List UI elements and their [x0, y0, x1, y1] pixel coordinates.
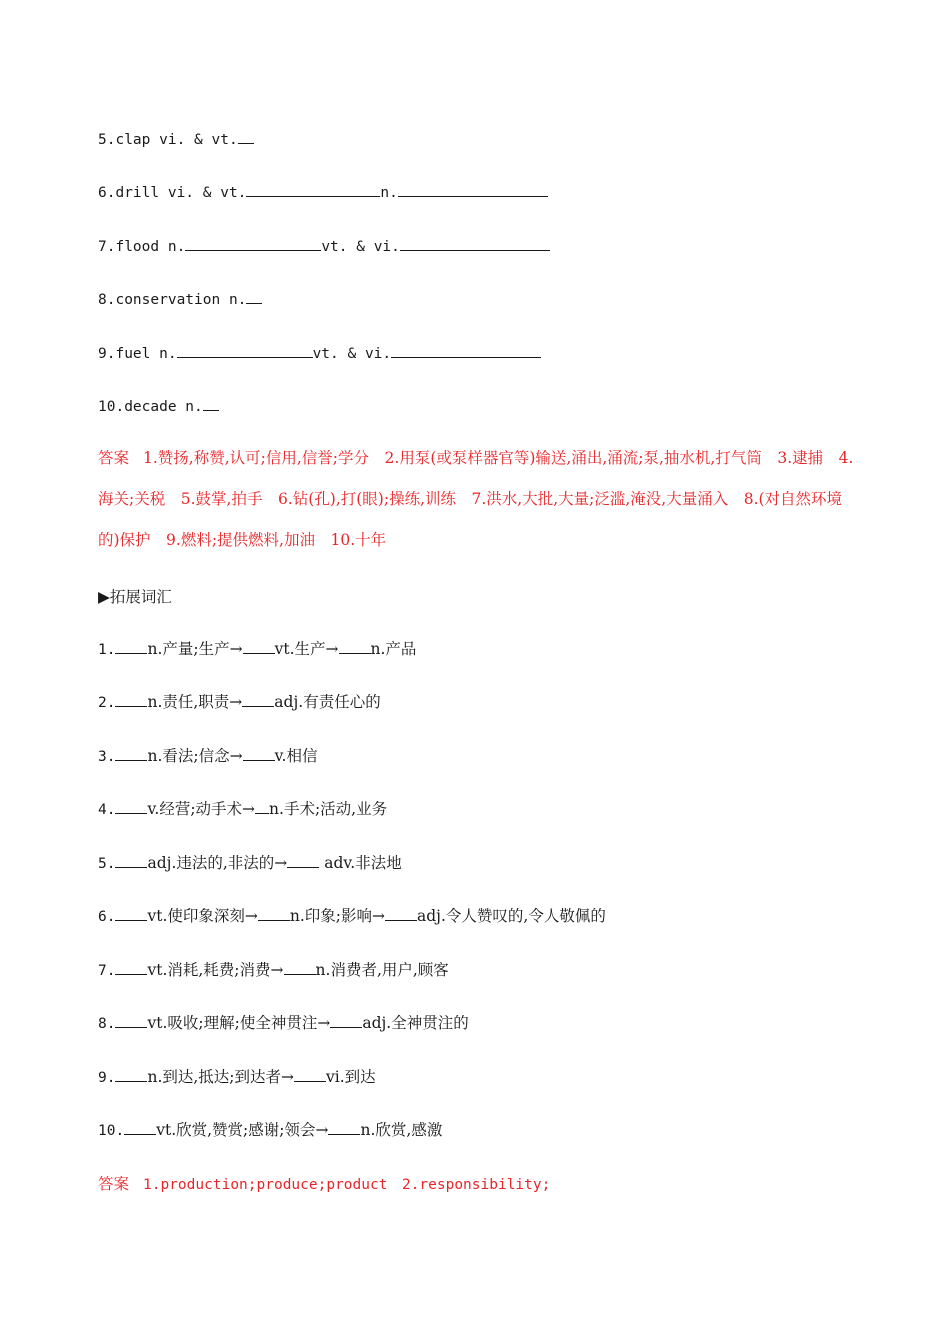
vocab-item-5: 5.clap vi. & vt.: [98, 129, 254, 150]
vocab-item-7: 7.flood n. vt. & vi.: [98, 236, 550, 257]
answer-blank[interactable]: [243, 639, 275, 654]
extended-item-2: 2. n.责任,职责→ adj.有责任心的: [98, 693, 381, 711]
answer-blank[interactable]: [115, 1067, 147, 1082]
extended-item-1: 1. n.产量;生产→ vt.生产→ n.产品: [98, 640, 417, 658]
answer-blank[interactable]: [400, 236, 550, 251]
answer-blank[interactable]: [242, 692, 274, 707]
extended-item-7: 7. vt.消耗,耗费;消费→ n.消费者,用户,顾客: [98, 961, 449, 979]
answer-blank[interactable]: [115, 906, 147, 921]
answer-blank[interactable]: [115, 746, 147, 761]
answer-block-2: [98, 1174, 550, 1195]
answer-text: 1.production;produce;product 2.responsibility;: [143, 1177, 551, 1193]
answer-blank[interactable]: [243, 746, 275, 761]
answer-blank[interactable]: [115, 853, 147, 868]
answer-blank[interactable]: [115, 692, 147, 707]
vocab-item-8: 8.conservation n.: [98, 289, 262, 310]
answer-blank[interactable]: [258, 906, 290, 921]
extended-item-8: 8. vt.吸收;理解;使全神贯注→ adj.全神贯注的: [98, 1014, 469, 1032]
answer-label: 答案: [98, 449, 130, 467]
answer-blank[interactable]: [287, 853, 319, 868]
answer-blank[interactable]: [385, 906, 417, 921]
answer-blank[interactable]: [391, 343, 541, 358]
answer-blank[interactable]: [185, 236, 321, 251]
answer-blank[interactable]: [115, 639, 147, 654]
answer-label: 答案: [98, 1175, 130, 1193]
answer-blank[interactable]: [115, 799, 147, 814]
answer-blank[interactable]: [255, 799, 269, 814]
answer-blank[interactable]: [398, 182, 548, 197]
section-title: ▶拓展词汇: [98, 588, 172, 606]
answer-text: 1.赞扬,称赞,认可;信用,信誉;学分 2.用泵(或泵样器官等)输送,涌出,涌流;泵,抽水机,打气筒 3.逮捕 4.海关;关税 5.鼓掌,拍手 6.钻(孔),打(眼);操练,训练 7.洪水,大批,大量;泛滥,淹没,大量涌入 8.(对自然环境的)保护 9.燃料;提供燃料,加油 10.十年: [98, 449, 854, 549]
answer-blank[interactable]: [177, 343, 313, 358]
answer-blank[interactable]: [115, 1013, 147, 1028]
answer-blank[interactable]: [284, 960, 316, 975]
answer-blank[interactable]: [124, 1120, 156, 1135]
vocab-item-6: 6.drill vi. & vt. n.: [98, 182, 548, 203]
extended-item-3: 3. n.看法;信念→ v.相信: [98, 747, 318, 765]
answer-blank[interactable]: [339, 639, 371, 654]
answer-blank[interactable]: [294, 1067, 326, 1082]
answer-blank[interactable]: [330, 1013, 362, 1028]
answer-block-1: [98, 438, 858, 561]
extended-item-5: 5. adj.违法的,非法的→ adv.非法地: [98, 854, 402, 872]
answer-blank[interactable]: [238, 129, 254, 144]
answer-blank[interactable]: [246, 182, 380, 197]
extended-item-10: 10. vt.欣赏,赞赏;感谢;领会→ n.欣赏,感激: [98, 1121, 443, 1139]
extended-item-6: 6. vt.使印象深刻→ n.印象;影响→ adj.令人赞叹的,令人敬佩的: [98, 907, 606, 925]
answer-blank[interactable]: [246, 289, 262, 304]
answer-blank[interactable]: [115, 960, 147, 975]
answer-blank[interactable]: [328, 1120, 360, 1135]
answer-blank[interactable]: [203, 396, 219, 411]
extended-item-9: 9. n.到达,抵达;到达者→ vi.到达: [98, 1068, 376, 1086]
vocab-item-9: 9.fuel n. vt. & vi.: [98, 343, 541, 364]
vocab-item-10: 10.decade n.: [98, 396, 219, 417]
extended-item-4: 4. v.经营;动手术→ n.手术;活动,业务: [98, 800, 388, 818]
